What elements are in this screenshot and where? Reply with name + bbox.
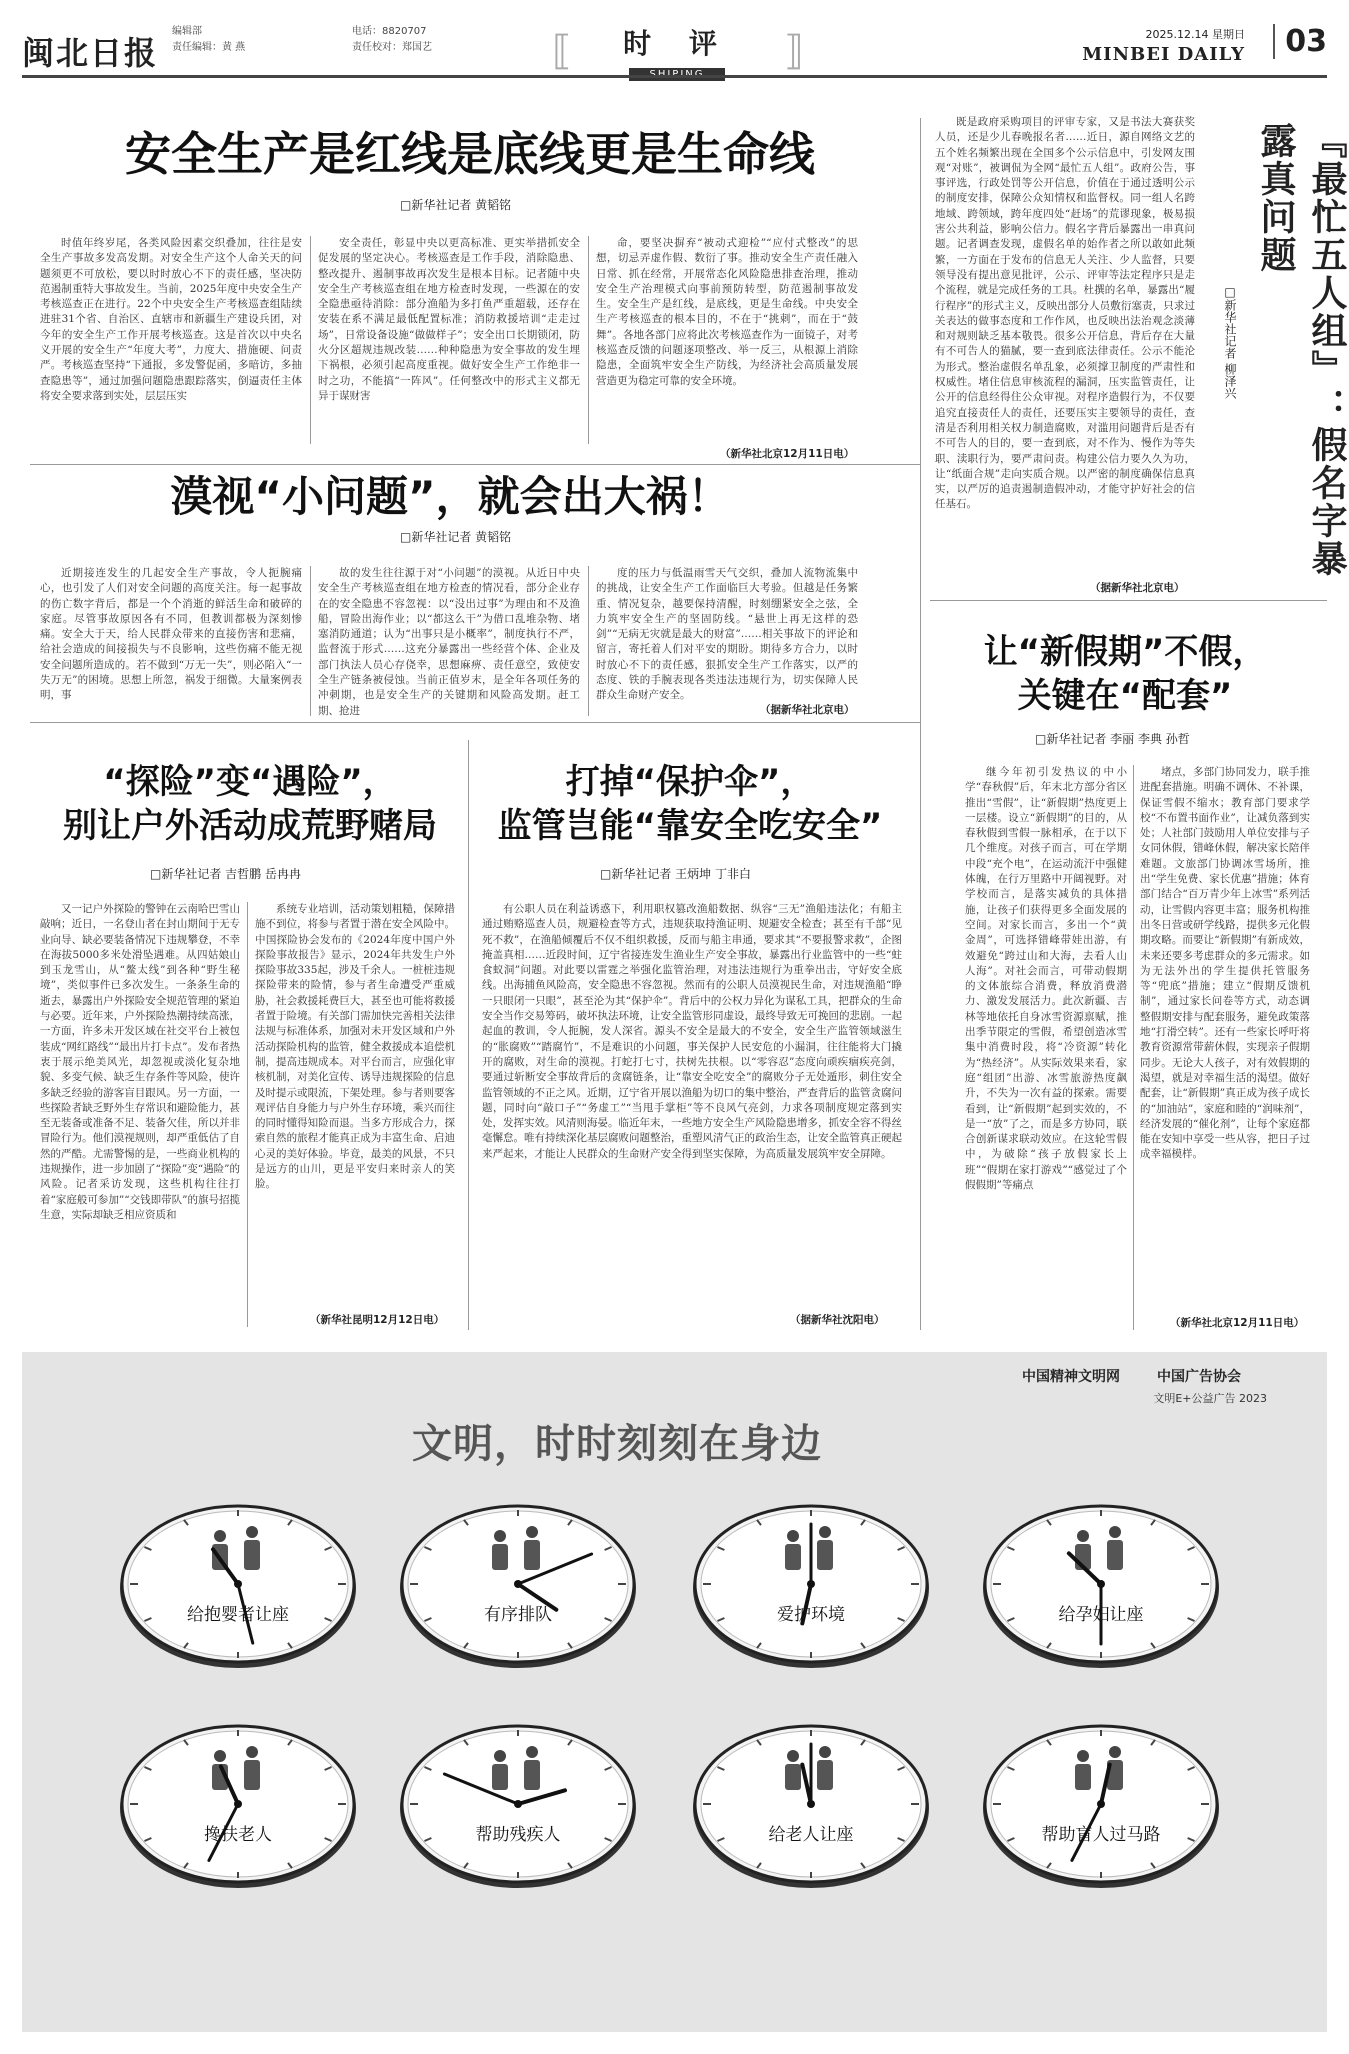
article4-headline xyxy=(480,760,900,848)
article1-col2: 安全责任，彰显中央以更高标准、更实举措抓安全促发展的坚定决心。考核巡查是工作手段，消除隐患、整改提升、遏制事故再次发生是根本目标。记者随中央安全生产考核巡查组在地方检查时发现，一些源在的安全隐患亟待消除：部分渔船为多打鱼严重超载，还存在安装在系不满足最低配置标准；消防救援培训“走走过场”，日常设备设施“做做样子”；安全出口长期锁闭，防火分区超规违规改装……种种隐患为安全事故的发生埋下祸根，必须引起高度重视。做好安全生产工作绝非一时之功，不能搞“一阵风”。任何整改中的形式主义都无异于谋财害 xyxy=(318,237,580,402)
article6-headline-line1: 让“新假期”不假， xyxy=(983,632,1267,672)
clock-label: 爱护环境 xyxy=(777,1605,845,1625)
column-divider xyxy=(310,566,311,716)
clock-label: 有序排队 xyxy=(484,1605,552,1625)
article3-col1: 又一记户外探险的警钟在云南哈巴雪山敲响；近日，一名登山者在封山期间于无专业向导、缺必要装备情况下违规攀登，不幸在海拔5000多米处滑坠遇难。从四姑娘山到玉龙雪山，从“鳌太线”到各种“野生秘境”，类似事件已多次发生。一条条生命的逝去，暴露出户外探险安全规范管理的紧迫与必要。近年来，户外探险热潮持续高涨，一方面，许多未开发区域在社交平台上被包装成“网红路线”“最出片打卡点”。发布者热衷于展示绝美风光，却忽视或淡化复杂地貌、多变气候、缺乏生存条件等风险，使许多缺乏经验的游客盲目跟风。另一方面，一些探险者缺乏野外生存常识和避险能力，甚至无装备或准备不足、装备欠佳，所以并非冒险行为。他们漠视规则，却严重低估了自然的严酷。尤需警惕的是，一些商业机构的违规操作，进一步加剧了“探险”变“遇险”的风险。记者采访发现，这些机构往往打着“家庭般可参加”“交钱即带队”的旗号招揽生意，实际却缺乏相应资质和 xyxy=(40,903,240,1221)
clock-face xyxy=(114,1720,362,1888)
clock-label: 搀扶老人 xyxy=(204,1825,272,1845)
public-service-ad xyxy=(22,1352,1327,2032)
article1-source: （新华社北京12月11日电） xyxy=(720,448,855,460)
clock-label: 给孕妇让座 xyxy=(1058,1605,1144,1625)
paper-name: MINBEI DAILY xyxy=(1082,44,1245,65)
clock-label: 帮助残疾人 xyxy=(475,1825,561,1845)
article4-headline-line1: 打掉“保护伞”， xyxy=(565,762,815,802)
article5-byline: □新华社记者 柳泽兴 xyxy=(1223,285,1237,399)
ad-title: 文明，时时刻刻在身边 xyxy=(412,1421,822,1467)
clock-label: 给老人让座 xyxy=(768,1825,854,1845)
article3-headline-line1: “探险”变“遇险”， xyxy=(103,762,397,802)
article2-col3: 度的压力与低温雨雪天气交织，叠加人流物流集中的挑战，让安全生产工作面临巨大考验。但越是任务繁重、情况复杂，越要保持清醒，时刻绷紧安全之弦，全力筑牢安全生产的坚固防线。“悬世上再无这样的恐剑”“无病无灾就是最大的财富”……相关事故下的评论和留言，寄托着人们对平安的期盼。期待多方合力，以时时放心不下的责任感，狠抓安全生产工作落实，以严的态度、铁的手腕表现各类违法违规行为，切实保障人民群众生命财产安全。 xyxy=(596,567,858,702)
article6-headline-line2: 关键在“配套” xyxy=(1017,676,1233,716)
clock-6 xyxy=(394,1720,642,1888)
ad-brand-mark: 文明E+公益广告 2023 xyxy=(1153,1392,1267,1405)
ad-org-2: 中国广告协会 xyxy=(1157,1369,1241,1385)
article5-source: （据新华社北京电） xyxy=(1090,582,1185,594)
issue-date: 2025.12.14 星期日 xyxy=(1145,28,1245,41)
article3-headline-line2: 别让户外活动成荒野赌局 xyxy=(63,806,437,846)
article2-source: （据新华社北京电） xyxy=(760,704,855,716)
column-divider xyxy=(1133,765,1134,1330)
page-number: 03 xyxy=(1273,24,1327,59)
clock-face xyxy=(114,1500,362,1668)
article2-col1: 近期接连发生的几起安全生产事故，令人扼腕痛心，也引发了人们对安全问题的高度关注。每一起事故的伤亡数字背后，都是一个个消逝的鲜活生命和破碎的家庭。尽管事故原因各有不同，但教训都极为深刻惨痛。安全大于天，给人民群众带来的直接伤害和悲痛，给社会造成的间接损失与不良影响，这些伤痛不能无视安全问题所造成的。若不做到“万无一失”，则必陷入“一失万无”的困境。思想上所忽，祸发于细微。大量案例表明，事 xyxy=(40,567,302,702)
article5-headline: 『最忙五人组』：假名字暴露真问题 xyxy=(1255,122,1347,578)
article1-col3: 命，要坚决摒弃“被动式迎检”“应付式整改”的思想，切忌弄虚作假、数衍了事。推动安全生产责任融入日常、抓在经常，开展常态化风险隐患排查治理，推动安全生产治理模式向事前预防转型，防范遏制事故发生。安全生产是红线，是底线，更是生命线。中央安全生产考核巡查的根本目的，不在于“挑刺”，而在于“鼓舞”。各地各部门应将此次考核巡查作为一面镜子，对考核巡查反馈的问题逐项整改、举一反三，从根源上消除隐患，全面筑牢安全生产防线，为经济社会高质量发展营造更为稳定可靠的安全环境。 xyxy=(596,237,858,387)
clock-face xyxy=(687,1720,935,1888)
clock-5 xyxy=(114,1720,362,1888)
article6-byline: □新华社记者 李丽 李典 孙哲 xyxy=(1035,732,1190,746)
clock-8 xyxy=(977,1720,1225,1888)
clock-face xyxy=(394,1720,642,1888)
clock-face xyxy=(394,1500,642,1668)
clock-2 xyxy=(394,1500,642,1668)
ad-org-1: 中国精神文明网 xyxy=(1022,1369,1120,1385)
article3-byline: □新华社记者 吉哲鹏 岳冉冉 xyxy=(150,867,301,881)
editor-dept: 编辑部 xyxy=(172,26,202,37)
article3-source: （新华社昆明12月12日电） xyxy=(310,1314,445,1326)
article1-col1: 时值年终岁尾，各类风险因素交织叠加，往往是安全生产事故多发高发期。对安全生产这个人命关天的问题须更不可放松，要以时时放心不下的责任感，坚决防范遏制重特大事故发生。当前，2025年度中央安全生产考核巡查正在进行。22个中央安全生产考核巡查组陆续进驻31个省、自治区、直辖市和新疆生产建设兵团，对今年的安全生产工作开展考核巡查。这是首次以中央名义开展的安全生产“年度大考”，力度大、措施硬、问责严。考核巡查坚持“下通报，多发警促函，多暗访，多抽查隐患等”，通过加强问题隐患跟踪落实，倒逼责任主体将安全要求落到实处，层层压实 xyxy=(40,237,302,402)
left-bracket-icon: ⟦ xyxy=(552,28,572,74)
column-divider xyxy=(588,236,589,444)
clock-face xyxy=(687,1500,935,1668)
clock-face xyxy=(977,1500,1225,1668)
clock-3 xyxy=(687,1500,935,1668)
article1-headline: 安全生产是红线是底线更是生命线 xyxy=(125,127,815,181)
article5-col1: 既是政府采购项目的评审专家，又是书法大赛获奖人员，还是少儿春晚报名者……近日，源自网络文艺的五个姓名频繁出现在全国多个公示信息中，引发网友围观“对账”，被调侃为全网“最忙五人组”。政府公告，事事评选，行政处罚等公开信息，价值在于通过透明公示的制度安排，保障公众知情权和监督权。同一组人名跨地域、跨领域，跨年度四处“赶场”的荒谬现象，极易损害公共利益，影响公信力。假名字背后暴露出一串真问题。记者调查发现，虚假名单的始作者之所以敢如此频繁，一方面在于发布的信息无人关注、少人监督，只要领导没有提出意见批评，公示、评审等法定程序只是走个流程，就是完成任务的工具。杜撰的名单，暴露出“履行程序”的形式主义，反映出部分人员敷衍塞责，只求过关表达的做事态度和工作作风，也反映出法治观念淡薄和对规则缺乏基本敬畏。很多公开信息，背后存在大量有不可告人的猫腻，要一查到底法律责任。公示不能沦为形式。整治虚假名单乱象，必须撑卫制度的严肃性和权威性。堵住信息审核流程的漏洞，压实监管责任，让公开的信息经得住公众审视。对程序造假行为，不仅要追究直接责任人的责任，还要压实主要领导的责任，查清是否利用相关权力制造腐败，对滥用问题背后是否有不可告人的目的，要一查到底，对不作为、慢作为等失职、渎职行为，要严肃问责。构建公信力要久久为功，让“纸面合规”走向实质合规。以严密的制度确保信息真实，以严厉的追责遏制造假冲动，才能守护好社会的信任基石。 xyxy=(935,116,1195,511)
column-divider xyxy=(310,236,311,444)
article3-col2: 系统专业培训，活动策划粗糙，保障措施不到位，将参与者置于潜在安全风险中。中国探险协会发布的《2024年度中国户外探险事故报告》显示，2024年共发生户外探险事故335起，涉及千余人。一桩桩违规探险带来的险情，参与者生命遭受严重威胁，社会救援耗费巨大，甚至也可能将救援者置于险境。有关部门需加快完善相关法律法规与标准体系，加强对未开发区域和户外活动探险机构的监管，健全救援成本追偿机制，提高违规成本。对平台而言，应强化审核机制，对美化宣传、诱导违规探险的信息及时提示或限流，下架处理。参与者则要客观评估自身能力与户外生存环境，乘兴而往的同时懂得知险而退。当多方形成合力，探索自然的旅程才能真正成为丰富生命、启迪心灵的美好体验。毕竟，最美的风景，不只是远方的山川，更是平安归来时亲人的笑脸。 xyxy=(255,903,455,1191)
article6-headline xyxy=(945,630,1305,718)
clock-4 xyxy=(977,1500,1225,1668)
clock-label: 帮助盲人过马路 xyxy=(1041,1825,1161,1845)
newspaper-logo: 闽北日报 xyxy=(22,34,159,72)
phone: 电话：8820707 xyxy=(352,26,427,37)
article2-col2: 故的发生往往源于对“小问题”的漠视。从近日中央安全生产考核巡查组在地方检查的情况看，部分企业存在的安全隐患不容忽视：以“没出过事”为理由和不及渔船，冒险出海作业；以“都这么干”为借口乱堆杂物、堵塞消防通道；认为“出事只是小概率”，制度执行不严，监督流于形式……这充分暴露出一些经营个体、企业及部门执法人员心存侥幸，思想麻痹、责任意空，致使安全生产链条被侵蚀。当前正值岁末，是全年各项任务的冲刺期，也是安全生产的关键期和风险高发期。赶工期、抢进 xyxy=(318,567,580,716)
section-divider-vertical xyxy=(920,118,921,1330)
article6-col1: 继今年初引发热议的中小学“春秋假”后，年末北方部分省区推出“雪假”，让“新假期”热度更上一层楼。设立“新假期”的目的，从春秋假到雪假一脉相承，在于以下几个维度。对孩子而言，可在学期中段“充个电”，在运动流汗中强健体魄，在行万里路中开阔视野。对学校而言，是落实减负的具体措施，让孩子们获得更多全面发展的空间。对家长而言，多出一个“黄金周”，可选择错峰带娃出游，有效避免“跨过山和大海，去看人山人海”。对社会而言，可带动假期的文体旅综合消费，释放消费潜力、激发发展活力。此次新疆、吉林等地依托自身冰雪资源禀赋，推出季节限定的雪假，希望创造冰雪集中消费时段，将“冷资源”转化为“热经济”。从实际效果来看，家庭“组团”出游、冰雪旅游热度飙升，不失为一次有益的探索。需要看到，让“新假期”起到实效的，不是一“放”了之，而是多方协同，联合创新谋求联动效应。在这轮雪假中，为破除“孩子放假家长上班”“假期在家打游戏”“感觉过了个假假期”等痛点 xyxy=(965,766,1127,1192)
clock-face xyxy=(977,1720,1225,1888)
article2-headline: 漠视“小问题”，就会出大祸！ xyxy=(170,472,730,521)
article4-byline: □新华社记者 王炳坤 丁非白 xyxy=(600,867,751,881)
right-bracket-icon: ⟧ xyxy=(784,28,804,74)
article6-col2: 堵点，多部门协同发力，联手推进配套措施。明确不调休、不补课，保证雪假不缩水；教育部门要求学校“不布置书面作业”，让减负落到实处；人社部门鼓励用人单位安排与子女同休假，错峰休假，解决家长陪伴难题。文旅部门协调冰雪场所，推出“学生免费、家长优惠”措施；体育部门结合“百万青少年上冰雪”系列活动，让雪假内容更丰富；服务机构推出冬日营或研学线路，提供多元化假期攻略。而要让“新假期”有新成效，未来还要多考虑群众的多元需求。如为无法外出的学生提供托管服务等“兜底”措施；建立“假期反馈机制”，通过家长问卷等方式，动态调整假期安排与配套服务，避免政策落地“打滑空转”。还有一些家长呼吁将教育资源常带薪休假，实现亲子假期同步。无论大人孩子，对有效假期的渴望，就是对幸福生活的渴望。做好配套，让“新假期”真正成为孩子成长的“加油站”，家庭和睦的“润味剂”，经济发展的“催化剂”，让每个家庭都能在安知中享受一些从容，把日子过成幸福模样。 xyxy=(1140,766,1310,1161)
article4-headline-line2: 监管岂能“靠安全吃安全” xyxy=(497,806,883,846)
proofreader: 责任校对：郑国艺 xyxy=(352,42,432,53)
article2-byline: □新华社记者 黄韬铭 xyxy=(400,530,512,544)
column-divider xyxy=(247,902,248,1327)
article6-source: （新华社北京12月11日电） xyxy=(1170,1317,1305,1329)
column-divider xyxy=(588,566,589,716)
masthead-rule xyxy=(22,75,1327,78)
editor-in-charge: 责任编辑：黄 燕 xyxy=(172,42,246,53)
section-divider xyxy=(930,600,1327,601)
clock-1 xyxy=(114,1500,362,1668)
section-title: 时 评 xyxy=(623,27,731,60)
section-divider-vertical xyxy=(468,740,469,1330)
section-divider xyxy=(30,722,920,723)
article3-headline xyxy=(40,760,460,848)
clock-label: 给抱婴者让座 xyxy=(187,1605,289,1625)
article4-source: （据新华社沈阳电） xyxy=(790,1314,885,1326)
article4-col1: 有公职人员在利益诱惑下，利用职权篡改渔船数据、纵容“三无”渔船违法化；有船主通过贿赂巡查人员，规避检查等方式，违规获取持渔证明、规避安全检查；甚至有千部“见死不救”，在渔船倾覆后不仅不组织救援，反而与船主串通，要求其“不要报警求救”，企图掩盖真相……近段时间，辽宁省接连发生渔业生产安全事故，暴露出行业监管中的一些“蛀食蚁洞”问题。对此要以雷霆之举强化监管治理，对违法违规行为重拳出击，守好安全底线。出海捕鱼风险高，安全隐患不容忽视。然而有的公职人员漠视民生命，对违规渔船“睁一只眼闭一只眼”，甚至沦为其“保护伞”。背后中的公权力异化为谋私工具，把群众的生命安全当作交易筹码，破坏执法环境，让安全监管形同虚设，最终导致无可挽回的悲剧。一起起血的教训，令人扼腕，发人深省。源头不安全是最大的不安全，安全生产监管领域滋生的“胀腐败”“踏腐竹”，不是难识的小问题，事关保护人民安危的小漏洞，往往能将大门撬开的腐败，对生命的漠视。打蛇打七寸，扶树先扶根。以“零容忍”态度向顽疾痼疾亮剑，要通过斩断安全事故背后的贪腐链条，让“靠安全吃安全”的腐败分子无处遁形，刺住安全监管领域的不正之风。近期，辽宁省开展以渔船为切口的集中整治，严查背后的监管贪腐问题，同时向“敲口子”“务虚工”“当甩手掌柜”等不良风气亮剑，力求各项制度规定落到实处，发挥实效。风清则海晏。临近年末，一些地方安全生产风险隐患增多，抓安全容不得丝毫懈怠。唯有持续深化基层腐败问题整治，重塑风清气正的政治生态，让安全监管真正硬起来严起来，才能让人民群众的生命财产安全得到坚实保障，为高质量发展筑牢安全屏障。 xyxy=(482,903,902,1160)
masthead xyxy=(22,22,1327,74)
article1-byline: □新华社记者 黄韬铭 xyxy=(400,198,512,212)
clock-7 xyxy=(687,1720,935,1888)
